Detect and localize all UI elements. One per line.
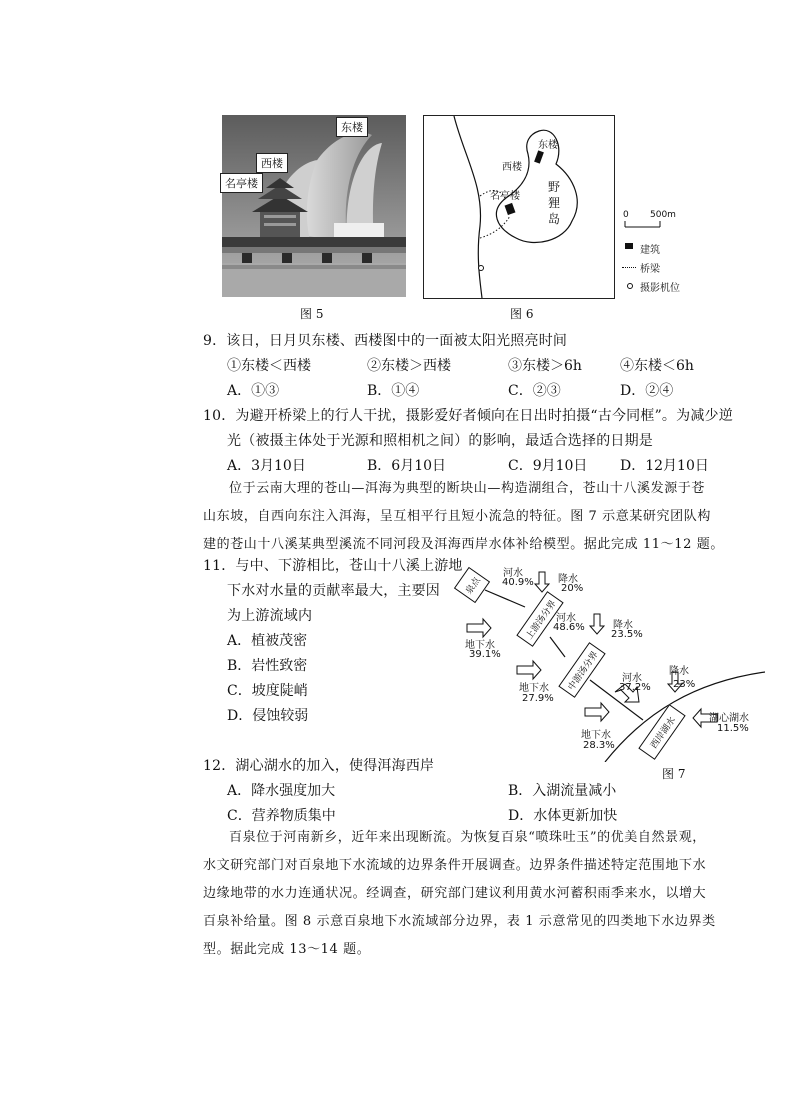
q10-option-c[interactable]: C．9月10日 [508, 458, 588, 474]
figure-5-photo [222, 115, 406, 297]
box-spring-label: 泉点 [463, 575, 483, 597]
q10-option-d[interactable]: D．12月10日 [620, 458, 709, 474]
q11-stem-line1: 11．与中、下游相比，苍山十八溪上游地 [203, 558, 463, 574]
groundwater1-label: 地下水 [465, 640, 495, 651]
intro2-line1: 百泉位于河南新乡，近年来出现断流。为恢复百泉“喷珠吐玉”的优美自然景观， [229, 830, 706, 845]
q12-option-a[interactable]: A．降水强度加大 [227, 783, 336, 799]
legend-building: 建筑 [640, 245, 660, 256]
legend-camera: 摄影机位 [640, 283, 680, 294]
q9-item-2: ②东楼＞西楼 [367, 358, 451, 374]
precip1-value: 20% [561, 583, 584, 594]
tag-east-building: 东楼 [336, 117, 368, 137]
bridge-legend-icon [622, 267, 636, 268]
tag-west-building: 西楼 [256, 153, 288, 173]
q11-option-a[interactable]: A．植被茂密 [227, 633, 308, 649]
camera-legend-icon [627, 283, 633, 289]
map-label-island-1: 野 [548, 180, 561, 194]
intro1-line1: 位于云南大理的苍山—洱海为典型的断块山—构造湖组合，苍山十八溪发源于苍 [229, 481, 706, 496]
figure-5-caption: 图 5 [300, 307, 324, 321]
q12-stem: 12．湖心湖水的加入，使得洱海西岸 [203, 758, 435, 774]
scale-bar-icon [624, 220, 664, 228]
intro2-line3: 边缘地带的水力连通状况。经调查，研究部门建议利用黄水河蓄积雨季来水，以增大 [203, 886, 707, 901]
groundwater1-value: 39.1% [469, 649, 501, 660]
precip3-value: 23% [673, 679, 696, 690]
q12-option-c[interactable]: C．营养物质集中 [227, 808, 336, 824]
figure-7-caption: 图 7 [662, 767, 686, 781]
q11-option-c[interactable]: C．坡度陡峭 [227, 683, 308, 699]
q11-option-d[interactable]: D．侵蚀较弱 [227, 708, 309, 724]
map-legend [620, 212, 700, 294]
river3-label: 河水 [622, 673, 642, 684]
intro2-line5: 型。据此完成 13～14 题。 [203, 942, 371, 957]
intro-11-12 [203, 475, 763, 559]
tag-pavilion: 名亭楼 [220, 173, 263, 193]
intro1-line3: 建的苍山十八溪某典型溪流不同河段及洱海西岸水体补给模型。据此完成 11～12 题。 [203, 537, 724, 552]
precip2-value: 23.5% [611, 629, 643, 640]
q9-item-4: ④东楼＜6h [620, 358, 694, 374]
scale-zero: 0 [623, 210, 629, 220]
lake-center-value: 11.5% [717, 723, 749, 734]
intro1-line2: 山东坡，自西向东注入洱海，呈互相平行且短小流急的特征。图 7 示意某研究团队构 [203, 509, 711, 524]
q9-option-b[interactable]: B．①④ [367, 383, 420, 399]
q9-item-1: ①东楼＜西楼 [227, 358, 311, 374]
precip1-label: 降水 [558, 574, 578, 585]
river2-value: 48.6% [553, 622, 585, 633]
photo-illustration [222, 115, 406, 297]
river1-label: 河水 [503, 568, 523, 579]
figure-7-diagram [455, 562, 765, 762]
precip2-label: 降水 [613, 620, 633, 631]
map-label-island-3: 岛 [548, 212, 561, 226]
q10-option-a[interactable]: A．3月10日 [227, 458, 306, 474]
legend-bridge: 桥梁 [640, 264, 660, 275]
groundwater3-value: 28.3% [583, 740, 615, 751]
q10-stem-line2: 光（被摄主体处于光源和照相机之间）的影响，最适合选择的日期是 [227, 433, 653, 449]
map-label-east: 东楼 [538, 140, 558, 151]
q12-option-b[interactable]: B．入湖流量减小 [508, 783, 617, 799]
scale-label: 500m [650, 210, 676, 220]
groundwater2-label: 地下水 [519, 683, 549, 694]
intro2-line4: 百泉补给量。图 8 示意百泉地下水流域部分边界，表 1 示意常见的四类地下水边界类 [203, 914, 716, 929]
q11-stem-line2: 下水对水量的贡献率最大，主要因 [227, 583, 440, 599]
q9-option-c[interactable]: C．②③ [508, 383, 561, 399]
river2-label: 河水 [556, 613, 576, 624]
q10-option-b[interactable]: B．6月10日 [367, 458, 447, 474]
q11-option-b[interactable]: B．岩性致密 [227, 658, 308, 674]
box-upper-label: 上游汤分界 [524, 598, 559, 642]
lake-center-label: 湖心湖水 [709, 713, 749, 724]
figure-6-caption: 图 6 [510, 307, 534, 321]
q9-stem: 9．该日，日月贝东楼、西楼图中的一面被太阳光照亮时间 [203, 333, 568, 349]
q9-option-d[interactable]: D．②④ [620, 383, 674, 399]
q12-option-d[interactable]: D．水体更新加快 [508, 808, 618, 824]
map-label-pavilion: 名亭楼 [490, 191, 520, 202]
river1-value: 40.9% [502, 577, 534, 588]
map-label-island-2: 狸 [548, 196, 561, 210]
box-middle-label: 中游汤分界 [566, 649, 601, 693]
river3-value: 37.2% [619, 682, 651, 693]
q9-item-3: ③东楼＞6h [508, 358, 582, 374]
figure-6-map [423, 115, 615, 299]
intro2-line2: 水文研究部门对百泉地下水流域的边界条件开展调查。边界条件描述特定范围地下水 [203, 858, 707, 873]
building-legend-icon [625, 243, 633, 249]
island-map [424, 116, 614, 298]
q9-option-a[interactable]: A．①③ [227, 383, 280, 399]
box-west-lake-label: 西岸湖水 [648, 715, 678, 751]
map-label-west: 西楼 [502, 162, 522, 173]
q10-stem-line1: 10．为避开桥梁上的行人干扰，摄影爱好者倾向在日出时拍摄“古今同框”。为减少逆 [203, 408, 733, 424]
groundwater3-label: 地下水 [581, 730, 611, 741]
q11-stem-line3: 为上游流域内 [227, 608, 313, 624]
intro-13-14 [203, 824, 763, 964]
precip3-label: 降水 [669, 666, 689, 677]
groundwater2-value: 27.9% [522, 693, 554, 704]
